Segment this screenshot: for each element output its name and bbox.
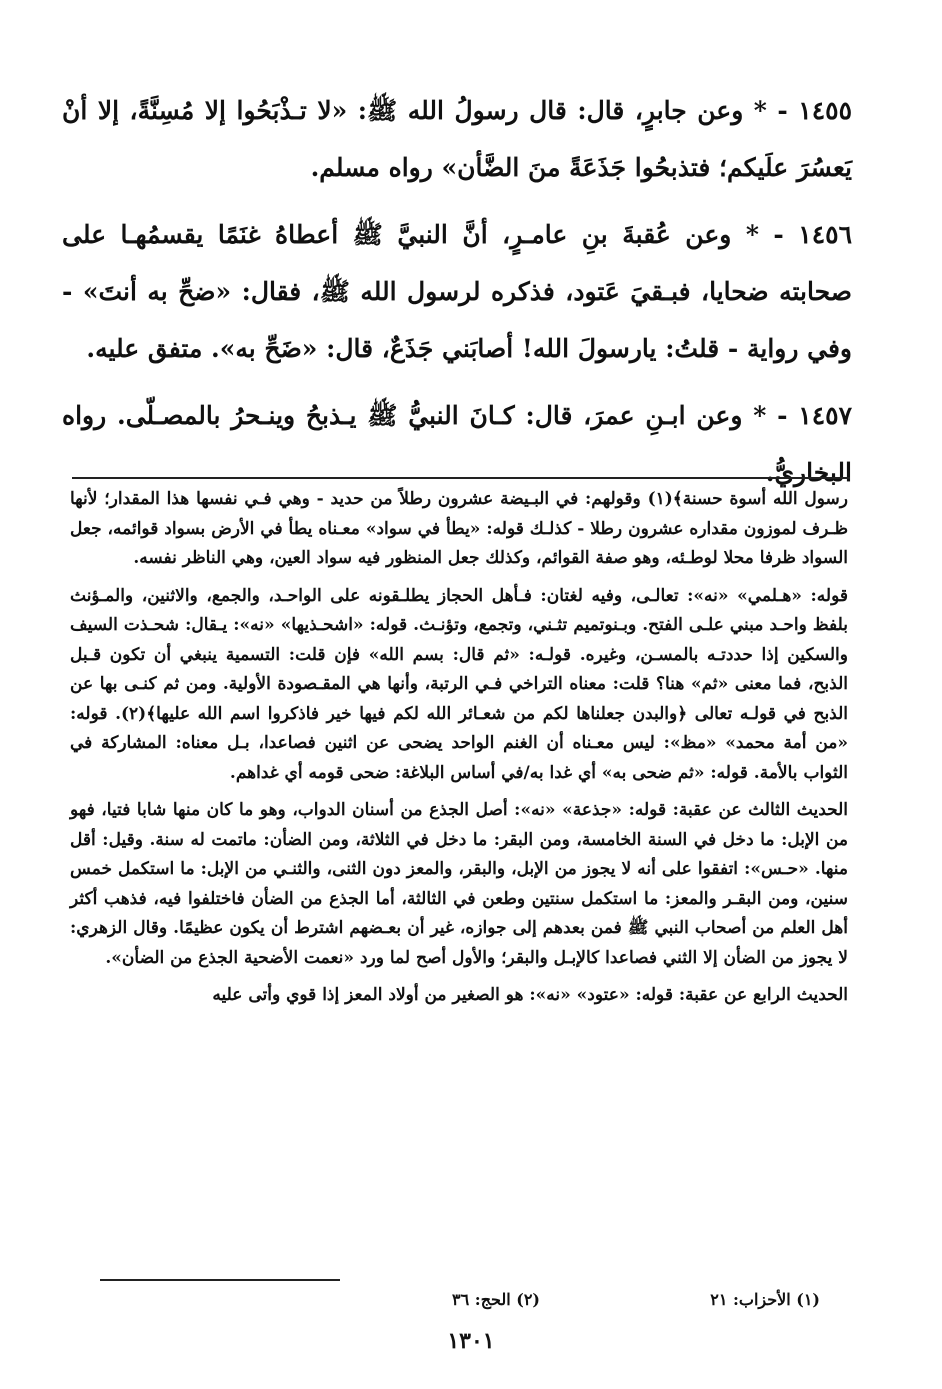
hadith-1457: ١٤٥٧ - * وعن ابـنِ عمرَ، قال: كـانَ النبيُّ ﷺ يـذبحُ وينـحرُ بالمصـلّى. رواه البخاريُّ. [62,401,852,487]
footnote-divider [100,1279,340,1281]
hadith-1455: ١٤٥٥ - * وعن جابرٍ، قال: قال رسولُ الله ﷺ: «لا تـذْبَحُوا إلا مُسِنَّةً، إلا أنْ يَعسُرَ علَيكم؛ فتذبحُوا جَذَعَةً منَ الضَّأن» رواه مسلم. [62,96,852,182]
footnote-2: (٢) الحج: ٣٦ [452,1290,540,1309]
page-number: ١٣٠١ [447,1328,495,1354]
commentary-paragraph-3: الحديث الثالث عن عقبة: قوله: «جذعة» «نه»: أصل الجذع من أسنان الدواب، وهو ما كان منها شابا فتيا، فهو من الإبل: ما دخل في السنة الخامسة، ومن البقر: ما دخل في الثلاثة، ومن الضأن: ماتمت له سنة. وقيل: أقل منها. «حـس»: اتفقوا على أنه لا يجوز من الإبل، والبقر، والمعز دون الثنى، والثنـي من الإبل: ما استكمل خمس سنين، ومن البقـر والمعز: ما استكمل سنتين وطعن في الثالثة، أما الجذع من الضأن فاختلفوا فيه، فذهب أكثر أهل العلم من أصحاب النبي ﷺ فمن بعدهم إلى جوازه، غير أن بعـضهم اشترط أن يكون عظيمًا. وقال الزهري: لا يجوز من الضأن إلا الثني فصاعدا كالإبـل والبقر؛ والأول أصح لما ورد «نعمت الأضحية الجذع من الضأن». [70,800,848,968]
footnotes [170,1290,830,1318]
commentary-section [70,485,848,1015]
footnote-1: (١) الأحزاب: ٢١ [710,1290,820,1309]
hadith-1456: ١٤٥٦ - * وعن عُقبةَ بنِ عامـرٍ، أنَّ النبيَّ ﷺ أعطاهُ غنَمًا يقسمُهـا على صحابته ضحايا، فبـقيَ عَتود، فذكره لرسول الله ﷺ، فقال: «ضحِّ به أنتَ» - وفي رواية - قلتُ: يارسولَ الله! أصابَني جَذَعٌ، قال: «ضَحِّ به». متفق عليه. [62,220,852,363]
commentary-paragraph-2: قوله: «هـلمي» «نه»: تعالـى، وفيه لغتان: فـأهل الحجاز يطلـقونه على الواحـد، والجمع، والاثنين، والمـؤنث بلفظ واحـد مبني علـى الفتح. وبـنوتميم تثـني، وتجمع، وتؤنـث. قوله: «اشحـذيها» «نه»: يـقال: شحـذت السيف والسكين إذا حددتـه بالمسـن، وغيره. قولـه: «ثم قال: بسم الله» فإن قلت: التسمية ينبغي أن تكون قـبل الذبح، فما معنى «ثم» هنا؟ قلت: معناه التراخي فـي الرتبة، وأنها هي المقـصودة الأولية. ومن ثم كنـى بها عن الذبح في قولـه تعالى ﴿والبدن جعلناها لكم من شعـائر الله لكم فيها خير فاذكروا اسم الله عليها﴾(٢). قوله: «من أمة محمد» «مظ»: ليس معـناه أن الغنم الواحد يضحى عن اثنين فصاعدا، بـل معناه: المشاركة في الثواب بالأمة. قوله: «ثم ضحى به» أي غدا به/في أساس البلاغة: ضحى قومه أي غداهم. [70,585,848,783]
hadith-section [62,82,852,501]
commentary-paragraph-1: رسول الله أسوة حسنة﴾(١) وقولهم: في البـيضة عشرون رطلاً من حديد - وهي فـي نفسها هذا المقدار؛ لأنها ظـرف لموزون مقداره عشرون رطلا - كذلـك قوله: «يطأ في سواد» معـناه يطأ في الأرض بسواد قوائمه، جعل السواد ظرفا محلا لوطـئه، وهو صفة القوائم، وكذلك جعل المنظور فيه سواد العين، وهي الناظر نفسه. [70,489,848,568]
section-divider [72,477,850,479]
commentary-paragraph-4: الحديث الرابع عن عقبة: قوله: «عتود» «نه»: هو الصغير من أولاد المعز إذا قوي وأتى عليه [212,985,848,1005]
